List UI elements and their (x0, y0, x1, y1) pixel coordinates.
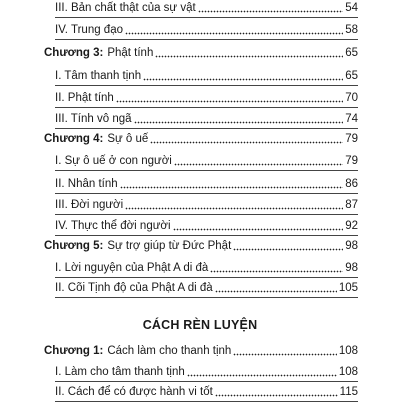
toc-entry[interactable] (55, 153, 358, 168)
dot-leader (125, 25, 343, 35)
entry-title: III. Tính vô ngã (55, 113, 132, 125)
dot-leader (174, 156, 343, 166)
dot-leader (155, 48, 343, 58)
toc-entry[interactable] (55, 111, 358, 126)
entry-title: I. Làm cho tâm thanh tịnh (55, 366, 185, 378)
page-number: 105 (338, 282, 358, 294)
page-number: 108 (338, 366, 358, 378)
toc-chapter-entry[interactable] (44, 45, 358, 60)
section-heading: CÁCH RÈN LUYỆN (142, 318, 258, 332)
toc-entry[interactable] (55, 260, 358, 275)
page-number: 108 (338, 345, 358, 357)
dot-leader (173, 221, 344, 231)
page-number: 115 (339, 386, 358, 398)
dot-leader (187, 367, 337, 377)
toc-entry[interactable] (55, 280, 358, 295)
entry-title: I. Lời nguyện của Phật A di đà (55, 262, 209, 274)
page-number: 65 (345, 47, 358, 59)
toc-chapter-entry[interactable] (44, 131, 358, 146)
entry-title: I. Tâm thanh tịnh (55, 70, 142, 82)
dot-leader (215, 387, 338, 397)
dot-leader (120, 179, 344, 189)
entry-title: II. Phật tính (55, 92, 114, 104)
dot-leader (143, 71, 343, 81)
chapter-title: Cách làm cho thanh tịnh (107, 345, 232, 357)
toc-chapter-entry[interactable] (44, 238, 358, 253)
page-number: 87 (345, 199, 358, 211)
dot-leader (233, 346, 336, 356)
entry-title: II. Cõi Tịnh độ của Phật A di đà (55, 282, 213, 294)
dot-leader (198, 3, 344, 13)
page-number: 79 (345, 155, 358, 167)
dot-leader (233, 241, 343, 251)
page-number: 98 (345, 262, 358, 274)
entry-title: II. Nhân tính (55, 178, 118, 190)
dot-leader (134, 114, 344, 124)
entry-title: I. Sự ô uế ở con người (55, 155, 172, 167)
dot-leader (215, 283, 337, 293)
toc-entry[interactable] (55, 90, 358, 105)
entry-title: IV. Thực thể đời người (55, 220, 171, 232)
entry-title: III. Bản chất thật của sự vật (55, 2, 196, 14)
entry-title: IV. Trung đạo (55, 24, 123, 36)
toc-entry[interactable] (55, 22, 358, 37)
chapter-label: Chương 1: (44, 345, 104, 357)
entry-title: III. Đời người (55, 199, 124, 211)
toc-entry[interactable] (55, 364, 358, 379)
toc-entry[interactable] (55, 0, 358, 15)
page-number: 86 (345, 178, 358, 190)
page-number: 54 (345, 2, 358, 14)
toc-entry[interactable] (55, 197, 358, 212)
toc-entry[interactable] (55, 68, 358, 83)
dot-leader (125, 200, 343, 210)
chapter-label: Chương 3: (44, 47, 104, 59)
toc-entry[interactable] (55, 176, 358, 191)
page-number: 70 (345, 92, 358, 104)
chapter-label: Chương 4: (44, 133, 104, 145)
chapter-title: Sự trợ giúp từ Đức Phật (107, 240, 232, 252)
dot-leader (210, 263, 343, 273)
entry-title: II. Cách để có được hành vi tốt (55, 386, 213, 398)
page-number: 74 (345, 113, 358, 125)
toc-chapter-entry[interactable] (44, 343, 358, 358)
page-number: 92 (345, 220, 358, 232)
page-number: 98 (345, 240, 358, 252)
toc-entry[interactable] (55, 384, 358, 399)
chapter-title: Sự ô uế (107, 133, 149, 145)
toc-entry[interactable] (55, 218, 358, 233)
dot-leader (150, 134, 343, 144)
dot-leader (116, 93, 343, 103)
chapter-label: Chương 5: (44, 240, 104, 252)
page-number: 58 (345, 24, 358, 36)
page-number: 65 (345, 70, 358, 82)
page-number: 79 (345, 133, 358, 145)
chapter-title: Phật tính (107, 47, 154, 59)
